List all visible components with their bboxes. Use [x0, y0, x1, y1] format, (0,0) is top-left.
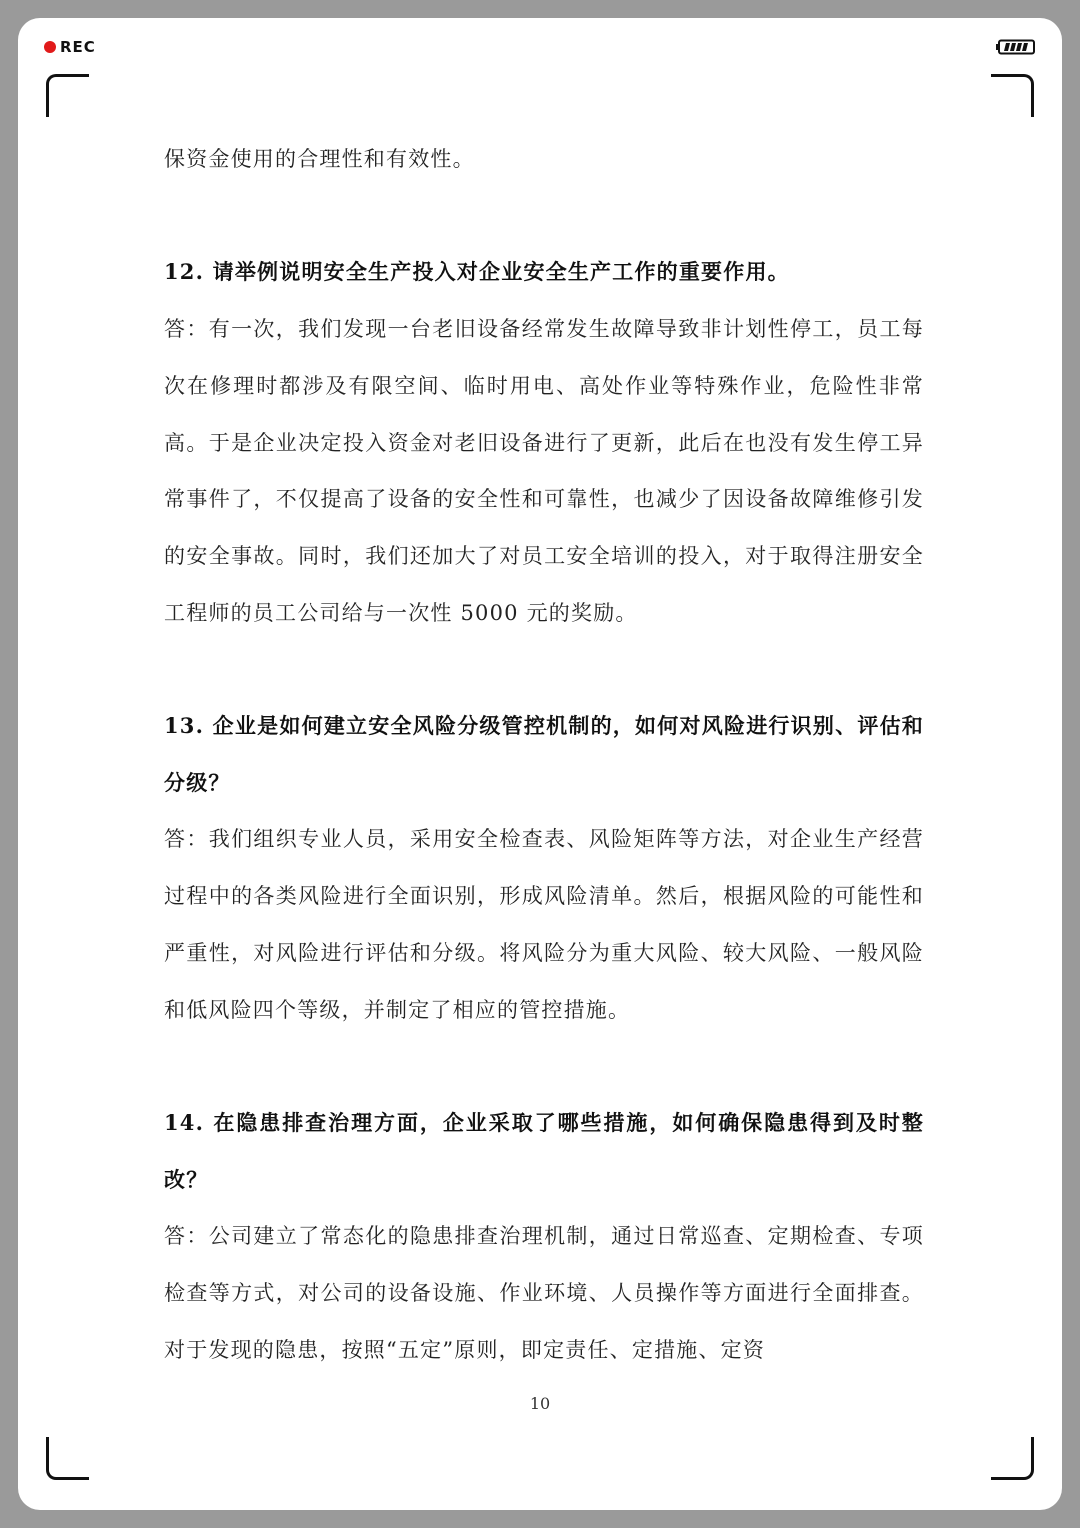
- answer-14: 答：公司建立了常态化的隐患排查治理机制，通过日常巡查、定期检查、专项检查等方式，对公司的设备设施、作业环境、人员操作等方面进行全面排查。对于发现的隐患，按照“五定”原则，即定责任、定措施、定资: [164, 1224, 924, 1362]
- record-dot-icon: [44, 41, 56, 53]
- document-page: [18, 18, 1062, 1510]
- question-13: 13. 企业是如何建立安全风险分级管控机制的，如何对风险进行识别、评估和分级？: [164, 713, 924, 795]
- question-14: 14. 在隐患排查治理方面，企业采取了哪些措施，如何确保隐患得到及时整改？: [164, 1109, 924, 1192]
- question-12: 12. 请举例说明安全生产投入对企业安全生产工作的重要作用。: [164, 259, 790, 285]
- answer-13: 答：我们组织专业人员，采用安全检查表、风险矩阵等方法，对企业生产经营过程中的各类风险进行全面识别，形成风险清单。然后，根据风险的可能性和严重性，对风险进行评估和分级。将风险分为重大风险、较大风险、一般风险和低风险四个等级，并制定了相应的管控措施。: [164, 827, 924, 1022]
- viewfinder-corner-top-left: [46, 74, 89, 117]
- document-body: [164, 131, 924, 1378]
- answer-12: 答：有一次，我们发现一台老旧设备经常发生故障导致非计划性停工，员工每次在修理时都涉及有限空间、临时用电、高处作业等特殊作业，危险性非常高。于是企业决定投入资金对老旧设备进行了更新，此后在也没有发生停工异常事件了，不仅提高了设备的安全性和可靠性，也减少了因设备故障维修引发的安全事故。同时，我们还加大了对员工安全培训的投入，对于取得注册安全工程师的员工公司给与一次性 5000 元的奖励。: [164, 317, 924, 625]
- rec-label: REC: [60, 38, 96, 56]
- viewfinder-corner-bottom-right: [991, 1437, 1034, 1480]
- viewfinder-corner-bottom-left: [46, 1437, 89, 1480]
- battery-icon: [996, 39, 1036, 55]
- recording-indicator: [44, 38, 96, 56]
- viewfinder-corner-top-right: [991, 74, 1034, 117]
- page-number: 10: [529, 1394, 551, 1413]
- paragraph-continuation: 保资金使用的合理性和有效性。: [164, 147, 475, 171]
